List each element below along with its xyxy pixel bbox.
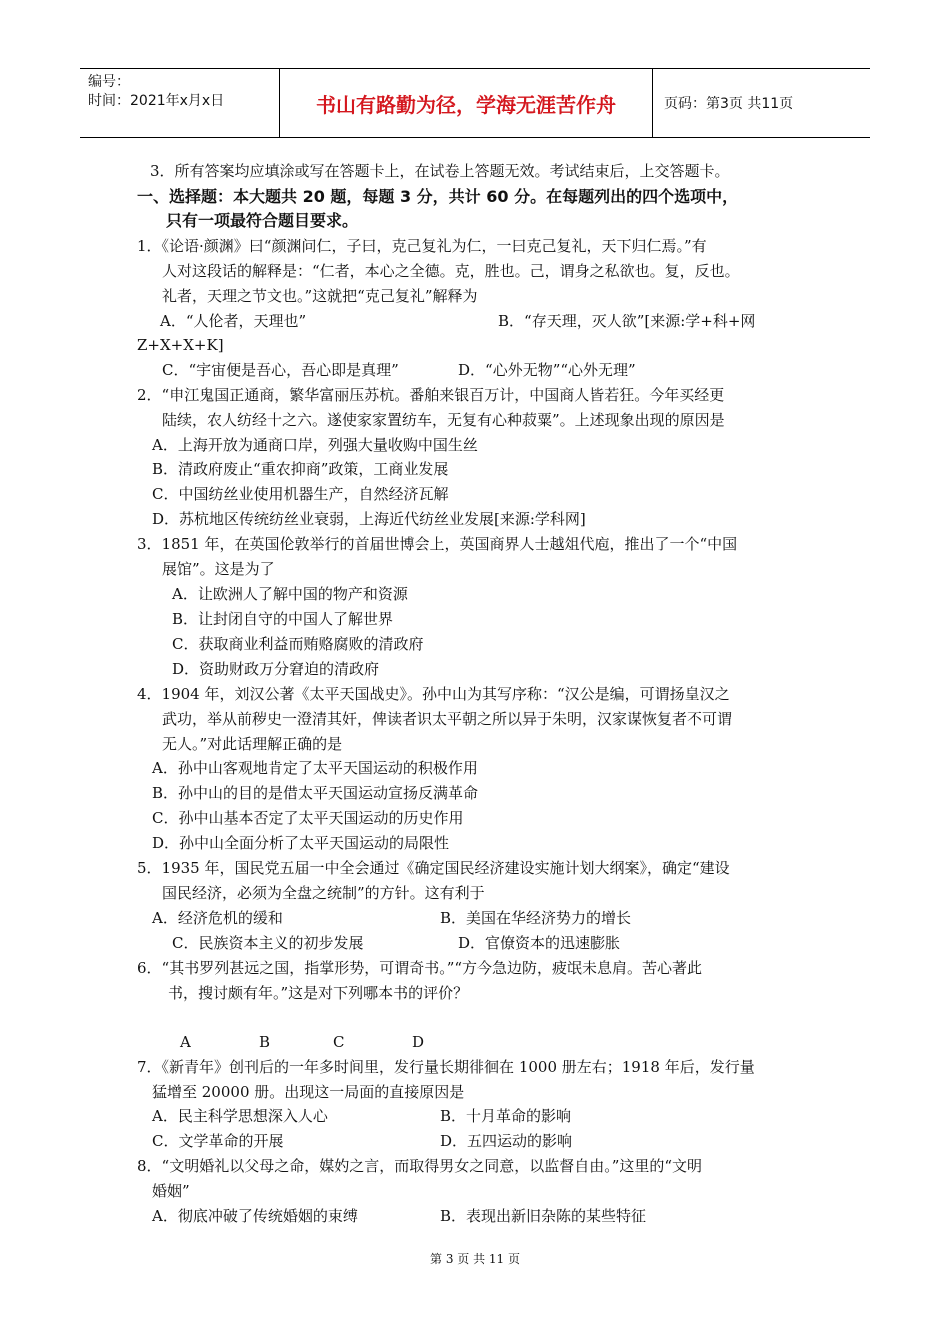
q6-option-a: A [180,1033,191,1051]
q4-option-a: A．孙中山客观地肯定了太平天国运动的积极作用 [152,759,478,777]
q7-option-b: B．十月革命的影响 [440,1107,572,1125]
q3-option-c: C．获取商业利益而贿赂腐败的清政府 [172,635,424,653]
q8-line1: 8．“文明婚礼以父母之命，媒妁之言，而取得男女之同意，以监督自由。”这里的“文明 [137,1157,703,1175]
q7-line1: 7．《新青年》创刊后的一年多时间里，发行量长期徘徊在 1000 册左右；1918 年后，发行量 [137,1058,755,1076]
header-meta [80,69,280,137]
q5-option-d: D．官僚资本的迅速膨胀 [458,934,621,952]
q5-line1: 5．1935 年，国民党五届一中全会通过《确定国民经济建设实施计划大纲案》，确定“建设 [137,859,730,877]
q8-option-b: B．表现出新旧杂陈的某些特征 [440,1207,647,1225]
header-motto: 书山有路勤为径，学海无涯苦作舟 [280,69,653,137]
q1-option-d: D．“心外无物”“心外无理” [458,361,636,379]
q6-option-c: C [333,1033,345,1051]
q7-line2: 猛增至 20000 册。出现这一局面的直接原因是 [152,1083,465,1101]
q1-option-b-cont: Z+X+X+K] [137,336,224,354]
q3-option-a: A．让欧洲人了解中国的物产和资源 [172,585,408,603]
q3-option-b: B．让封闭自守的中国人了解世界 [172,610,394,628]
q1-option-c: C．“宇宙便是吾心，吾心即是真理” [162,361,399,379]
header-page-info: 页码：第3页 共11页 [664,96,794,112]
q8-option-a: A．彻底冲破了传统婚姻的束缚 [152,1207,358,1225]
q3-option-d: D．资助财政万分窘迫的清政府 [172,660,380,678]
q3-line2: 展馆”。这是为了 [162,560,275,578]
q6-option-b: B [259,1033,271,1051]
q2-option-d: D．苏杭地区传统纺丝业衰弱，上海近代纺丝业发展[来源:学科网] [152,510,586,528]
q5-option-c: C．民族资本主义的初步发展 [172,934,364,952]
q4-line3: 无人。”对此话理解正确的是 [162,735,343,753]
q1-option-a: A．“人伦者，天理也” [160,312,307,330]
q6-option-d: D [412,1033,425,1051]
q4-option-d: D．孙中山全面分析了太平天国运动的局限性 [152,834,450,852]
q4-option-c: C．孙中山基本否定了太平天国运动的历史作用 [152,809,464,827]
serial-label: 编号： [88,74,130,90]
instructions: 3．所有答案均应填涂或写在答题卡上，在试卷上答题无效。考试结束后，上交答题卡。 [150,162,730,180]
q6-line2: 书，搜讨颇有年。”这是对下列哪本书的评价？ [168,984,469,1002]
section-title-line2: 只有一项最符合题目要求。 [166,211,359,230]
section-title-line1: 一、选择题：本大题共 20 题，每题 3 分，共计 60 分。在每题列出的四个选项中， [137,187,739,206]
q1-line2: 人对这段话的解释是：“仁者，本心之全德。克，胜也。己，谓身之私欲也。复，反也。 [162,262,740,280]
q4-line1: 4．1904 年，刘汉公著《太平天国战史》。孙中山为其写序称：“汉公是编，可谓扬皇汉之 [137,685,730,703]
q6-line1: 6．“其书罗列甚远之国，指掌形势，可谓奇书。”“方今急边防，疲氓未息肩。苦心著此 [137,959,703,977]
q4-option-b: B．孙中山的目的是借太平天国运动宣扬反满革命 [152,784,479,802]
q2-option-a: A．上海开放为通商口岸，列强大量收购中国生丝 [152,436,478,454]
q1-line1: 1．《论语·颜渊》曰“颜渊问仁，子曰，克己复礼为仁，一曰克己复礼，天下归仁焉。”有 [137,237,707,255]
q5-line2: 国民经济，必须为全盘之统制”的方针。这有利于 [162,884,485,902]
q1-option-b: B．“存天理，灭人欲”[来源:学+科+网 [498,312,756,330]
q7-option-c: C．文学革命的开展 [152,1132,284,1150]
q2-line1: 2．“申江鬼国正通商，繁华富丽压苏杭。番舶来银百万计，中国商人皆若狂。今年买经更 [137,386,725,404]
time-label: 时间：2021年x月x日 [88,93,225,109]
page-footer: 第 3 页 共 11 页 [430,1252,520,1266]
q3-line1: 3．1851 年，在英国伦敦举行的首届世博会上，英国商界人士越俎代庖，推出了一个“中国 [137,535,738,553]
page-header [80,68,870,138]
q2-option-c: C．中国纺丝业使用机器生产，自然经济瓦解 [152,485,449,503]
q2-line2: 陆续，农人纺经十之六。遂使家家置纺车，无复有心种菽粟”。上述现象出现的原因是 [162,411,725,429]
q4-line2: 武功，举从前秽史一澄清其奸，俾读者识太平朝之所以异于朱明，汉家谋恢复者不可谓 [162,710,733,728]
q5-option-a: A．经济危机的缓和 [152,909,283,927]
q5-option-b: B．美国在华经济势力的增长 [440,909,632,927]
q7-option-a: A．民主科学思想深入人心 [152,1107,328,1125]
q7-option-d: D．五四运动的影响 [440,1132,573,1150]
q8-line2: 婚姻” [152,1182,190,1200]
q2-option-b: B．清政府废止“重农抑商”政策，工商业发展 [152,460,449,478]
q1-line3: 礼者，天理之节文也。”这就把“克己复礼”解释为 [162,287,478,305]
